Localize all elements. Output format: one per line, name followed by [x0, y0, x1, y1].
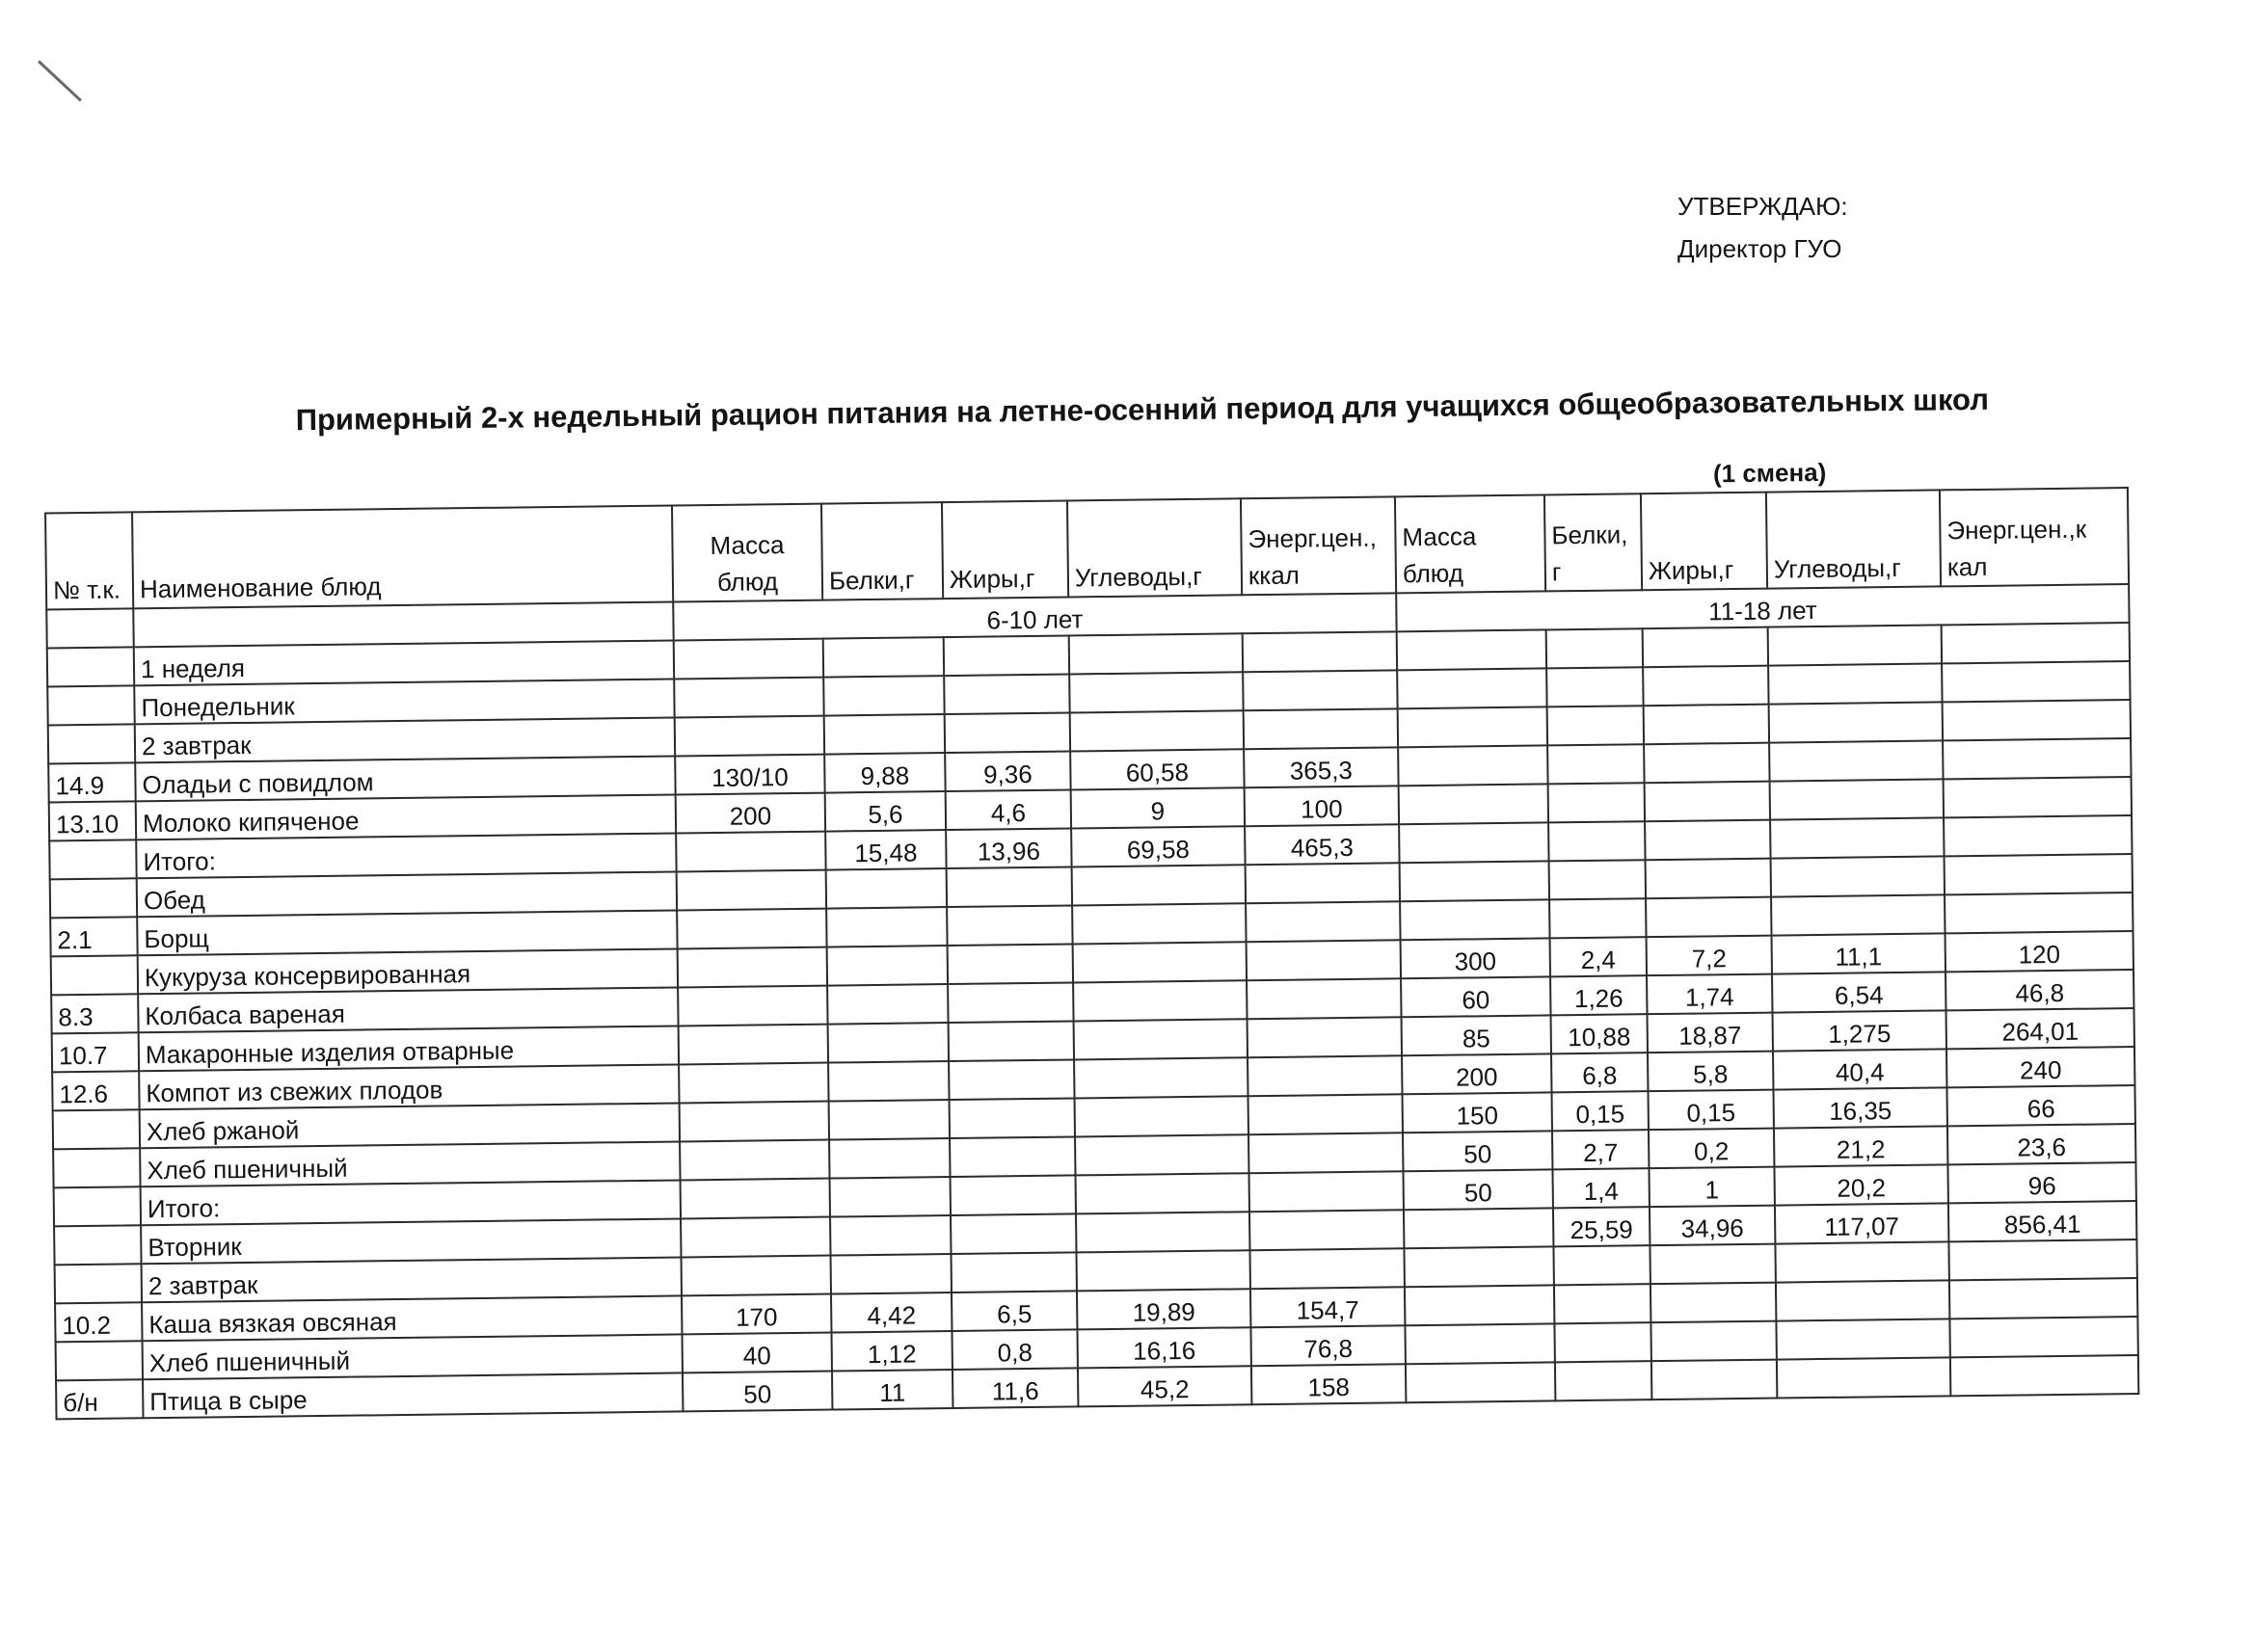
protein-young [829, 1138, 950, 1179]
tech-card-number: 10.2 [55, 1302, 142, 1342]
protein-young: 15,48 [825, 830, 946, 870]
carb-old: 117,07 [1775, 1203, 1948, 1243]
carb-old: 21,2 [1774, 1126, 1947, 1166]
protein-old [1549, 898, 1646, 938]
energy-old [1943, 738, 2131, 779]
mass-young [680, 1140, 829, 1181]
fat-young [947, 905, 1072, 946]
fat-old [1650, 1244, 1775, 1285]
fat-young: 4,6 [946, 789, 1071, 830]
carb-young [1076, 1212, 1249, 1252]
tech-card-number [53, 1148, 140, 1187]
dish-name: 2 завтрак [142, 1257, 682, 1302]
fat-young [949, 1059, 1074, 1100]
carb-old: 11,1 [1772, 933, 1945, 973]
protein-old: 0,15 [1551, 1091, 1648, 1131]
dish-name: Хлеб ржаной [140, 1103, 680, 1148]
protein-young: 11 [832, 1370, 953, 1410]
energy-old [1945, 893, 2133, 933]
fat-old: 0,15 [1648, 1090, 1773, 1131]
fat-old: 1 [1649, 1167, 1774, 1208]
protein-old [1554, 1322, 1650, 1362]
carb-young [1069, 633, 1243, 674]
protein-young [828, 1023, 949, 1063]
energy-young [1248, 1017, 1402, 1057]
mass-young [682, 1256, 831, 1296]
mass-old [1397, 629, 1546, 670]
carb-young [1069, 672, 1243, 712]
protein-young [827, 984, 948, 1025]
dish-name: Хлеб пшеничный [143, 1334, 683, 1379]
fat-young [951, 1252, 1076, 1292]
carb-old [1769, 740, 1943, 781]
energy-young [1249, 1248, 1404, 1289]
tech-card-number: 8.3 [51, 994, 138, 1033]
protein-young [824, 714, 945, 755]
mass-old [1400, 861, 1549, 901]
fat-old: 5,8 [1648, 1052, 1773, 1092]
energy-old [1945, 854, 2133, 894]
dish-name: 1 неделя [134, 640, 674, 685]
carb-old: 16,35 [1773, 1087, 1946, 1128]
tech-card-number [47, 647, 134, 686]
dish-name: Понедельник [134, 679, 674, 724]
protein-young: 1,12 [831, 1331, 952, 1372]
header-name-col: Наименование блюд [132, 506, 673, 609]
energy-young: 100 [1245, 786, 1399, 826]
carb-old [1776, 1280, 1949, 1320]
mass-young [676, 832, 825, 872]
carb-old [1771, 894, 1945, 935]
energy-young [1248, 1055, 1402, 1096]
fat-young [950, 1098, 1075, 1138]
header-carb-col-old: Углеводы,г [1766, 490, 1941, 588]
tech-card-number [53, 1109, 140, 1149]
protein-old [1553, 1245, 1650, 1285]
carb-old [1771, 856, 1945, 896]
mass-old: 150 [1403, 1092, 1552, 1132]
energy-old: 46,8 [1945, 970, 2133, 1010]
tech-card-number: 14.9 [48, 762, 135, 802]
mass-old: 200 [1402, 1053, 1551, 1094]
carb-old [1776, 1319, 1949, 1359]
mass-old [1400, 899, 1549, 940]
fat-young [948, 982, 1073, 1023]
approval-line-1: УТВЕРЖДАЮ: [1677, 192, 1848, 221]
dish-name: Макаронные изделия отварные [139, 1026, 679, 1071]
fat-old [1645, 820, 1770, 861]
protein-young [830, 1215, 951, 1256]
energy-old [1944, 815, 2132, 856]
ration-table [44, 487, 2139, 1420]
carb-young: 69,58 [1071, 826, 1245, 866]
mass-young [675, 716, 824, 757]
carb-young [1073, 980, 1247, 1021]
carb-young: 60,58 [1070, 749, 1244, 789]
protein-young [823, 637, 944, 678]
dish-name: Оладьи с повидлом [135, 756, 675, 801]
energy-young: 158 [1251, 1364, 1406, 1404]
shift-label: (1 смена) [1712, 457, 1827, 489]
protein-old: 10,88 [1551, 1014, 1648, 1053]
dish-name: Кукуруза консервированная [138, 948, 678, 994]
fat-old [1643, 627, 1768, 668]
protein-old [1549, 860, 1646, 899]
protein-old: 2,4 [1550, 937, 1647, 976]
carb-old: 20,2 [1774, 1164, 1947, 1205]
age-group-old: 11-18 лет [1396, 584, 2129, 631]
tech-card-number [51, 955, 138, 995]
fat-old [1643, 666, 1768, 706]
fat-old [1650, 1321, 1776, 1362]
fat-young: 11,6 [953, 1368, 1078, 1408]
fat-young [951, 1213, 1076, 1254]
table-cell [46, 608, 133, 648]
protein-young [827, 946, 948, 986]
energy-young [1246, 901, 1400, 942]
energy-old [1942, 661, 2130, 702]
protein-old: 6,8 [1551, 1052, 1648, 1092]
approval-line-2: Директор ГУО [1677, 234, 1842, 263]
carb-young [1074, 1019, 1248, 1059]
protein-old: 1,26 [1550, 975, 1647, 1015]
tech-card-number: 12.6 [52, 1071, 139, 1110]
mass-young [677, 870, 826, 911]
mass-old [1405, 1285, 1554, 1325]
energy-old [1942, 623, 2130, 663]
protein-old [1546, 667, 1643, 706]
protein-young [823, 676, 944, 716]
mass-old [1399, 822, 1548, 863]
mass-old [1398, 706, 1547, 747]
carb-old [1777, 1357, 1950, 1398]
energy-young [1249, 1210, 1404, 1250]
energy-old: 120 [1945, 931, 2133, 972]
mass-old [1397, 668, 1546, 708]
energy-young [1244, 708, 1398, 749]
tech-card-number [47, 685, 134, 725]
fat-old: 0,2 [1649, 1129, 1774, 1169]
energy-old: 240 [1946, 1047, 2134, 1087]
fat-old [1645, 782, 1770, 822]
mass-young [677, 909, 826, 949]
dish-name: Компот из свежих плодов [139, 1064, 679, 1109]
fat-young [949, 1021, 1074, 1061]
tech-card-number [48, 724, 135, 763]
tech-card-number [54, 1225, 141, 1265]
tech-card-number: б/н [56, 1379, 143, 1419]
energy-young [1248, 1171, 1403, 1212]
mass-young [674, 639, 823, 679]
header-mass-col-old: Масса блюд [1395, 494, 1545, 593]
mass-old: 300 [1401, 938, 1550, 978]
mass-young [678, 947, 827, 988]
tech-card-number [56, 1341, 143, 1380]
mass-young [674, 678, 823, 718]
energy-young [1248, 1094, 1403, 1134]
dish-name: 2 завтрак [135, 717, 675, 762]
age-group-young: 6-10 лет [673, 593, 1396, 640]
protein-young: 5,6 [825, 791, 946, 832]
protein-old: 1,4 [1552, 1168, 1649, 1208]
carb-old [1768, 663, 1942, 704]
energy-old: 264,01 [1945, 1008, 2133, 1049]
dish-name: Колбаса вареная [138, 987, 678, 1032]
carb-young [1073, 942, 1247, 982]
fat-old [1650, 1283, 1776, 1323]
energy-young [1243, 631, 1397, 672]
protein-old: 25,59 [1553, 1207, 1650, 1246]
header-energy-col-young: Энерг.цен., ккал [1241, 496, 1396, 595]
mass-young: 200 [676, 793, 825, 834]
protein-young [828, 1061, 949, 1102]
mass-young: 130/10 [675, 755, 824, 795]
dish-name: Борщ [137, 910, 677, 955]
protein-old [1548, 783, 1645, 822]
carb-old: 40,4 [1773, 1049, 1946, 1089]
fat-young [944, 674, 1069, 714]
table-cell [133, 602, 673, 648]
energy-old [1944, 777, 2132, 817]
energy-old [1948, 1239, 2136, 1280]
carb-young [1075, 1134, 1248, 1175]
mass-young [679, 1025, 828, 1065]
fat-old: 1,74 [1647, 974, 1772, 1015]
mass-old [1405, 1323, 1554, 1364]
fat-old [1646, 897, 1771, 938]
carb-young [1076, 1173, 1249, 1213]
energy-young [1247, 940, 1401, 980]
header-fat-col-young: Жиры,г [942, 501, 1068, 600]
protein-old [1547, 744, 1644, 784]
carb-old: 6,54 [1772, 972, 1945, 1012]
fat-young: 0,8 [952, 1329, 1077, 1370]
mass-young [678, 986, 827, 1026]
fat-young [944, 635, 1069, 676]
fat-young [947, 866, 1072, 907]
mass-old: 60 [1401, 976, 1550, 1017]
mass-old [1398, 745, 1547, 786]
energy-young: 365,3 [1244, 747, 1398, 787]
dish-name: Каша вязкая овсяная [142, 1295, 682, 1341]
mass-young: 40 [682, 1333, 831, 1373]
protein-young [826, 907, 947, 947]
tech-card-number [50, 878, 137, 918]
carb-young: 19,89 [1077, 1289, 1250, 1329]
carb-young [1075, 1096, 1248, 1136]
protein-old [1546, 628, 1643, 668]
fat-young: 13,96 [946, 828, 1071, 868]
dish-name: Итого: [141, 1180, 681, 1225]
protein-young [831, 1254, 952, 1294]
mass-old [1404, 1208, 1553, 1248]
header-protein-col-young: Белки,г [821, 502, 943, 600]
mass-young [679, 1063, 828, 1104]
mass-old [1399, 784, 1548, 824]
energy-young: 465,3 [1245, 824, 1399, 865]
carb-young: 9 [1071, 787, 1245, 828]
fat-old: 18,87 [1648, 1013, 1773, 1053]
dish-name: Птица в сыре [143, 1372, 683, 1418]
energy-old [1949, 1278, 2137, 1319]
header-energy-col-old: Энерг.цен.,к кал [1940, 488, 2129, 586]
protein-young [826, 868, 947, 909]
fat-young [951, 1175, 1076, 1215]
protein-old: 2,7 [1552, 1130, 1649, 1169]
protein-young: 4,42 [831, 1292, 952, 1333]
carb-old [1769, 702, 1943, 742]
energy-young [1248, 1132, 1403, 1173]
carb-young [1074, 1057, 1248, 1098]
fat-old: 7,2 [1647, 936, 1772, 976]
fat-young [950, 1136, 1075, 1177]
carb-young [1072, 865, 1246, 905]
mass-young [680, 1102, 829, 1142]
carb-young [1076, 1250, 1249, 1291]
mass-young [681, 1179, 830, 1219]
energy-young [1247, 978, 1401, 1019]
fat-old [1646, 859, 1771, 899]
header-fat-col-old: Жиры,г [1641, 493, 1767, 591]
dish-name: Вторник [141, 1218, 681, 1264]
page-title: Примерный 2-х недельный рацион питания на летне-осенний период для учащихся общеобразовательных школ [295, 382, 1990, 438]
carb-old [1770, 779, 1944, 819]
fat-young [945, 712, 1070, 753]
fat-old [1644, 743, 1769, 784]
fat-old: 34,96 [1650, 1206, 1775, 1246]
tech-card-number [49, 839, 136, 879]
carb-old [1770, 817, 1944, 858]
tech-card-number: 2.1 [50, 917, 137, 956]
energy-young [1246, 863, 1400, 903]
fat-young: 6,5 [952, 1291, 1077, 1331]
mass-young: 50 [683, 1372, 832, 1412]
header-num-col: № т.к. [45, 512, 133, 609]
energy-young: 76,8 [1250, 1325, 1405, 1366]
dish-name: Молоко кипяченое [136, 794, 676, 839]
carb-old [1768, 625, 1942, 665]
protein-young [829, 1100, 950, 1140]
carb-young: 45,2 [1078, 1366, 1251, 1406]
carb-young [1070, 710, 1244, 751]
mass-old [1404, 1246, 1553, 1287]
tech-card-number: 10.7 [52, 1032, 139, 1072]
fat-young [948, 944, 1073, 984]
mass-old: 50 [1403, 1131, 1552, 1171]
energy-young: 154,7 [1250, 1287, 1405, 1327]
protein-young: 9,88 [824, 753, 945, 793]
protein-young [830, 1177, 951, 1217]
header-protein-col-old: Белки, г [1544, 493, 1642, 591]
protein-old [1548, 821, 1645, 861]
fat-young: 9,36 [945, 751, 1070, 791]
header-mass-col-young: Масса блюд [672, 504, 822, 602]
tech-card-number [55, 1264, 142, 1303]
energy-old: 856,41 [1948, 1201, 2136, 1241]
tech-card-number [54, 1186, 141, 1226]
table-body [46, 584, 2138, 1419]
energy-old [1943, 700, 2131, 740]
dish-name: Итого: [136, 833, 676, 878]
mass-old: 85 [1402, 1015, 1551, 1055]
protein-old [1555, 1361, 1651, 1400]
dish-name: Обед [137, 871, 677, 917]
dish-name: Хлеб пшеничный [140, 1141, 680, 1186]
carb-old [1775, 1241, 1948, 1282]
carb-old: 1,275 [1773, 1010, 1946, 1051]
energy-old: 96 [1947, 1162, 2135, 1203]
fat-old [1651, 1360, 1777, 1400]
tech-card-number: 13.10 [49, 801, 136, 840]
mass-young: 170 [682, 1294, 831, 1335]
energy-old [1950, 1355, 2138, 1396]
protein-old [1547, 706, 1644, 745]
protein-old [1554, 1284, 1650, 1323]
energy-young [1243, 670, 1397, 710]
mass-old: 50 [1403, 1169, 1552, 1210]
energy-old: 66 [1946, 1085, 2134, 1126]
header-carb-col-young: Углеводы,г [1067, 498, 1242, 597]
mass-old [1406, 1362, 1555, 1402]
mass-young [681, 1217, 830, 1258]
carb-young: 16,16 [1077, 1327, 1250, 1368]
fat-old [1644, 705, 1769, 745]
energy-old: 23,6 [1947, 1124, 2135, 1164]
energy-old [1949, 1317, 2137, 1357]
carb-young [1072, 903, 1246, 944]
